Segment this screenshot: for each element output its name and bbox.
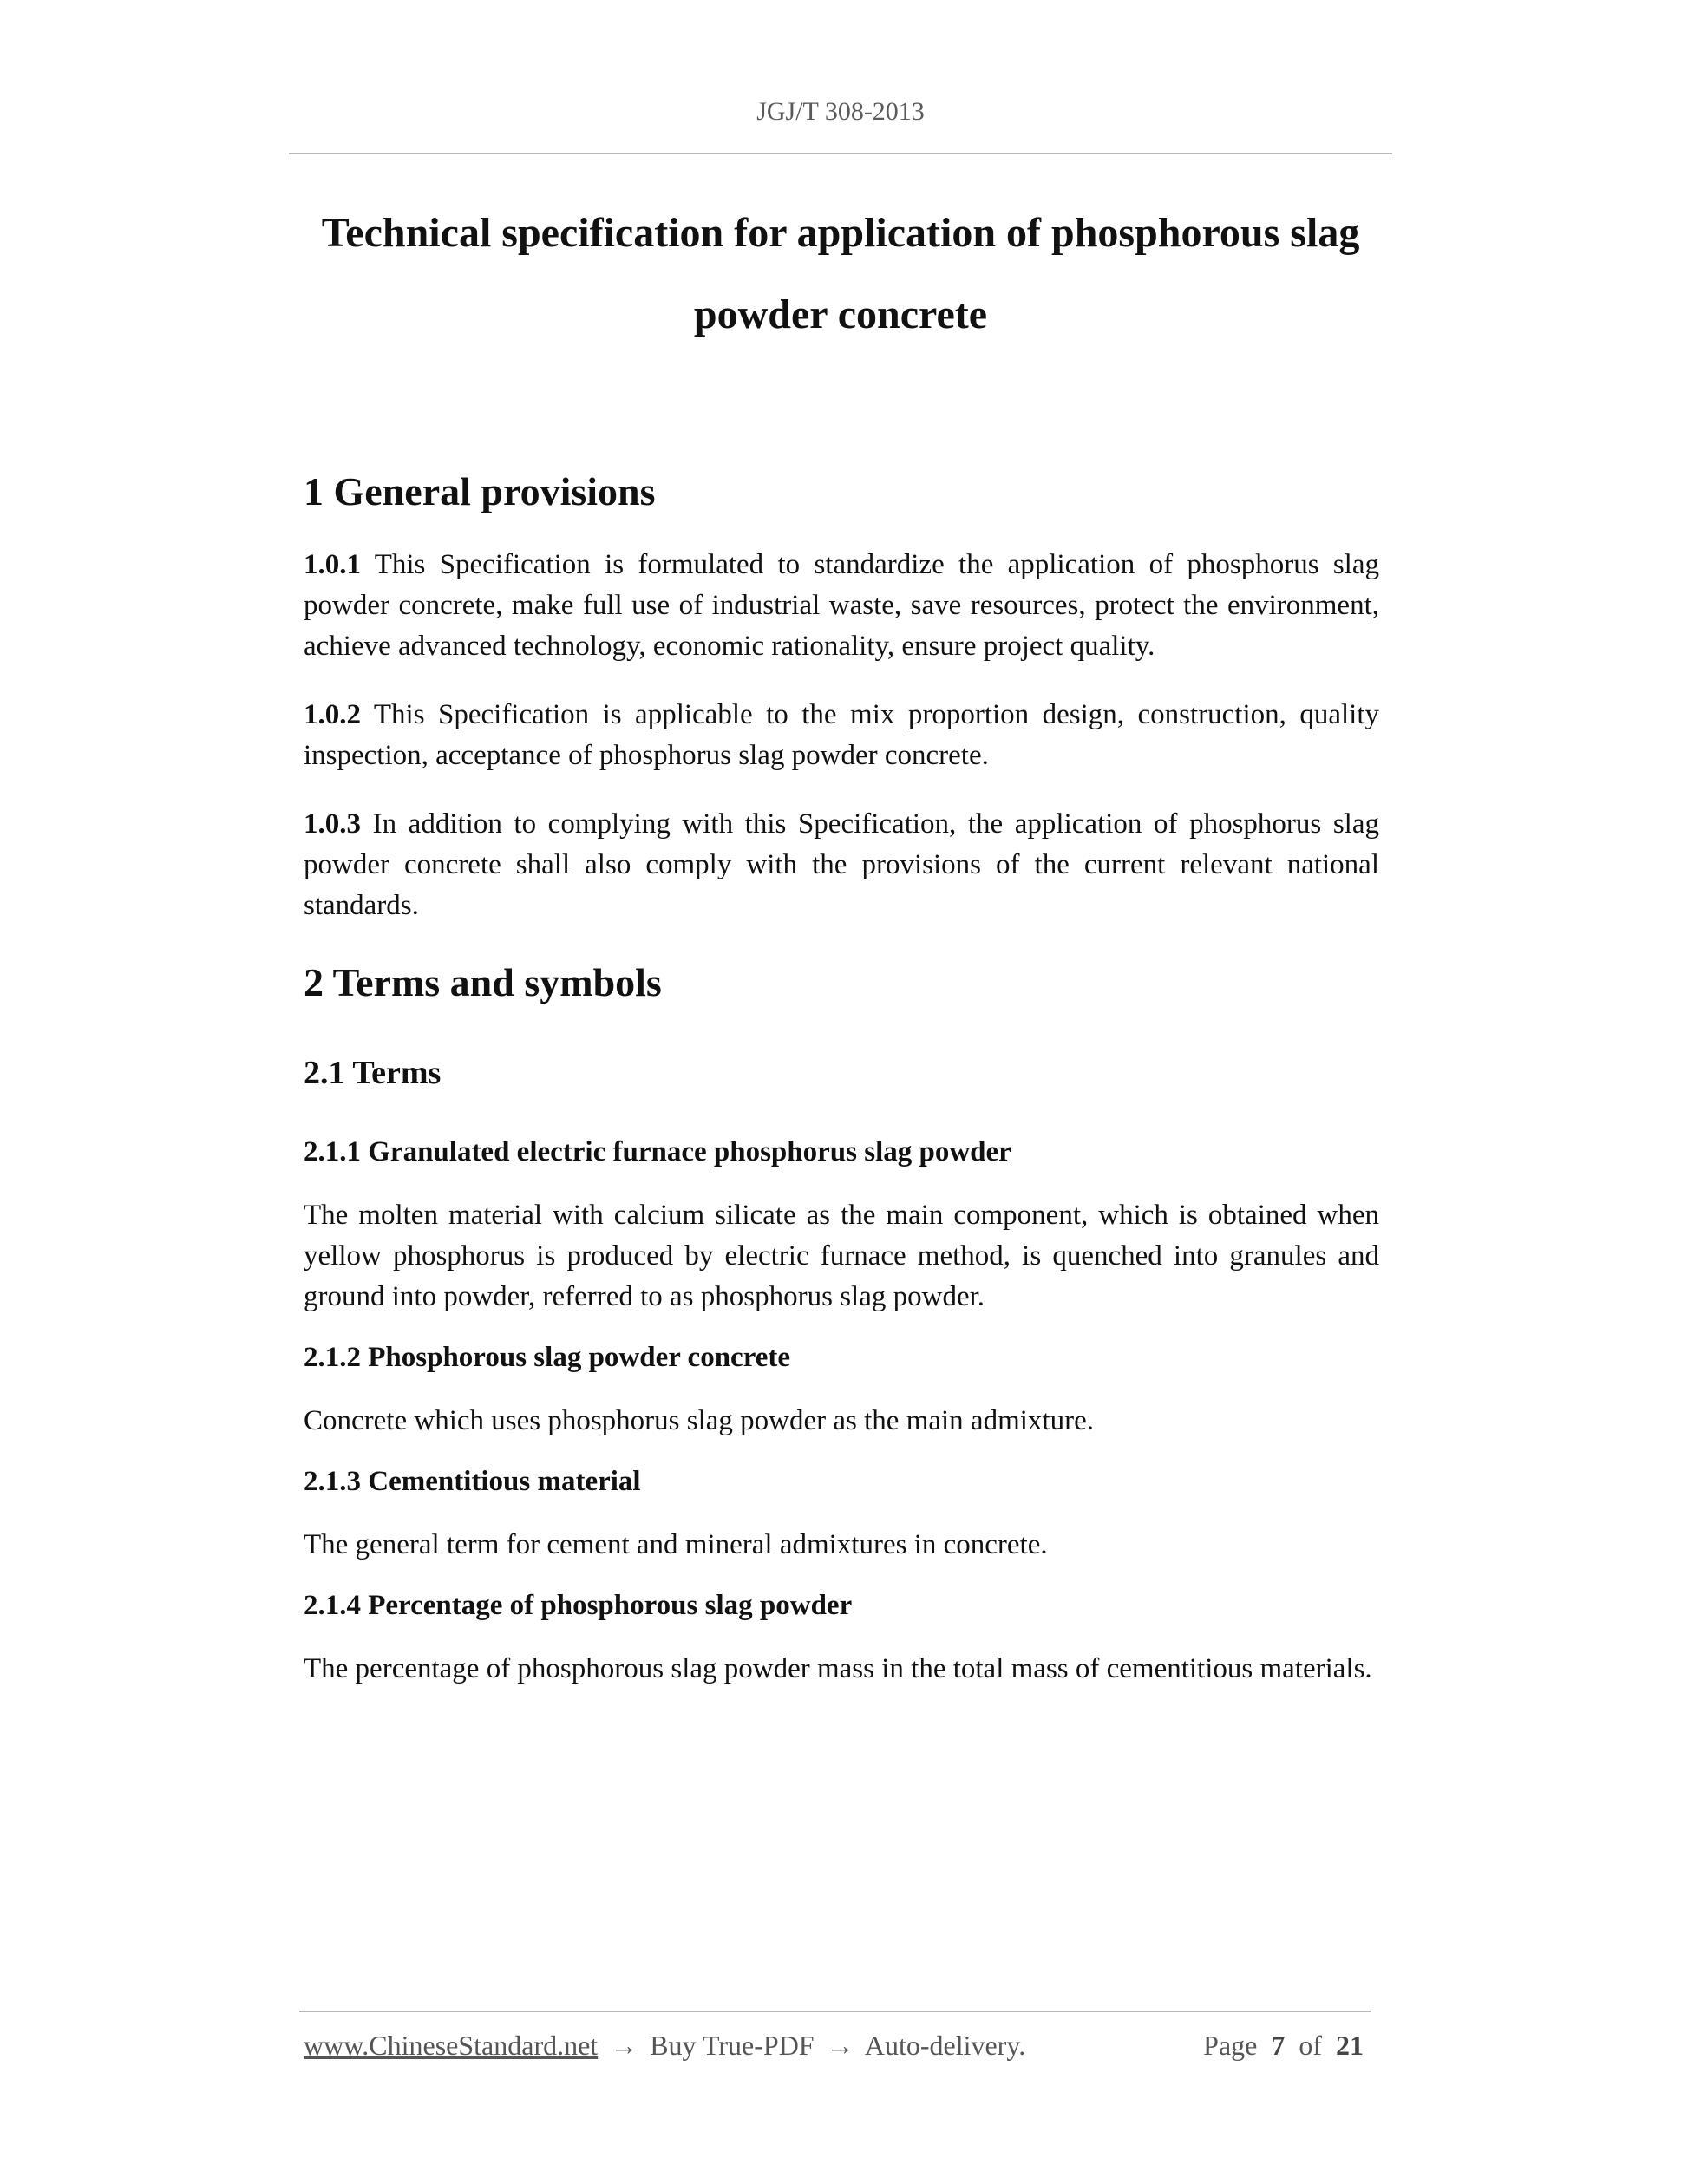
header-divider (289, 153, 1392, 154)
section-2-heading: 2 Terms and symbols (304, 960, 662, 1004)
term-2-1-2-title: 2.1.2 Phosphorous slag powder concrete (304, 1342, 791, 1373)
document-title-line-1: Technical specification for application of phosphorous slag (321, 210, 1360, 256)
clause-text: This Specification is formulated to standardize the application of phosphorus slag powder concrete, make full use of industrial waste, save resources, protect the environment, achieve advanced technology, economic rationality, ensure project quality. (304, 549, 1379, 662)
term-2-1-4-definition: The percentage of phosphorous slag powder mass in the total mass of cementitious materials. (304, 1653, 1372, 1684)
document-title (289, 193, 1392, 356)
current-page-number: 7 (1271, 2030, 1286, 2061)
term-2-1-3-title: 2.1.3 Cementitious material (304, 1466, 641, 1497)
chinesestandard-link[interactable]: www.ChineseStandard.net (304, 2030, 599, 2061)
document-title-line-2: powder concrete (693, 291, 988, 337)
page-indicator (1203, 2030, 1364, 2062)
clause-number: 1.0.3 (304, 808, 361, 840)
auto-delivery-text: Auto-delivery. (864, 2030, 1026, 2061)
clause-number: 1.0.2 (304, 699, 361, 730)
footer-divider (299, 2011, 1371, 2012)
page-footer (304, 2030, 1371, 2068)
clause-text: In addition to complying with this Specification, the application of phosphorus slag powder concrete shall also comply with the provisions of the current relevant national standards. (304, 808, 1379, 921)
subsection-2-1-heading: 2.1 Terms (304, 1055, 442, 1091)
term-2-1-1-definition: The molten material with calcium silicate as the main component, which is obtained when yellow phosphorus is produced by electric furnace method, is quenched into granules and ground into powder, referred to as phosphorus slag powder. (304, 1200, 1379, 1312)
page-of-label: of (1299, 2030, 1322, 2061)
term-2-1-3-definition: The general term for cement and mineral admixtures in concrete. (304, 1529, 1048, 1560)
right-arrow-icon: → (610, 2030, 638, 2061)
buy-true-pdf-text: Buy True-PDF (650, 2030, 815, 2061)
clause-1-0-3 (304, 804, 1379, 926)
clause-number: 1.0.1 (304, 549, 361, 580)
right-arrow-icon: → (826, 2030, 854, 2061)
clause-1-0-2 (304, 695, 1379, 776)
document-body (304, 451, 1379, 1690)
term-2-1-2-definition: Concrete which uses phosphorus slag powder as the main admixture. (304, 1405, 1094, 1436)
section-1-heading: 1 General provisions (304, 469, 656, 513)
footer-promo (304, 2030, 1025, 2062)
page-label: Page (1203, 2030, 1258, 2061)
total-page-count: 21 (1336, 2030, 1364, 2061)
clause-text: This Specification is applicable to the mix proportion design, construction, quality inspection, acceptance of phosphorus slag powder concrete. (304, 699, 1379, 771)
term-2-1-1-title: 2.1.1 Granulated electric furnace phosphorus slag powder (304, 1136, 1011, 1167)
term-2-1-4-title: 2.1.4 Percentage of phosphorous slag powder (304, 1590, 853, 1621)
page-header-doc-code: JGJ/T 308-2013 (756, 97, 925, 126)
clause-1-0-1 (304, 545, 1379, 667)
